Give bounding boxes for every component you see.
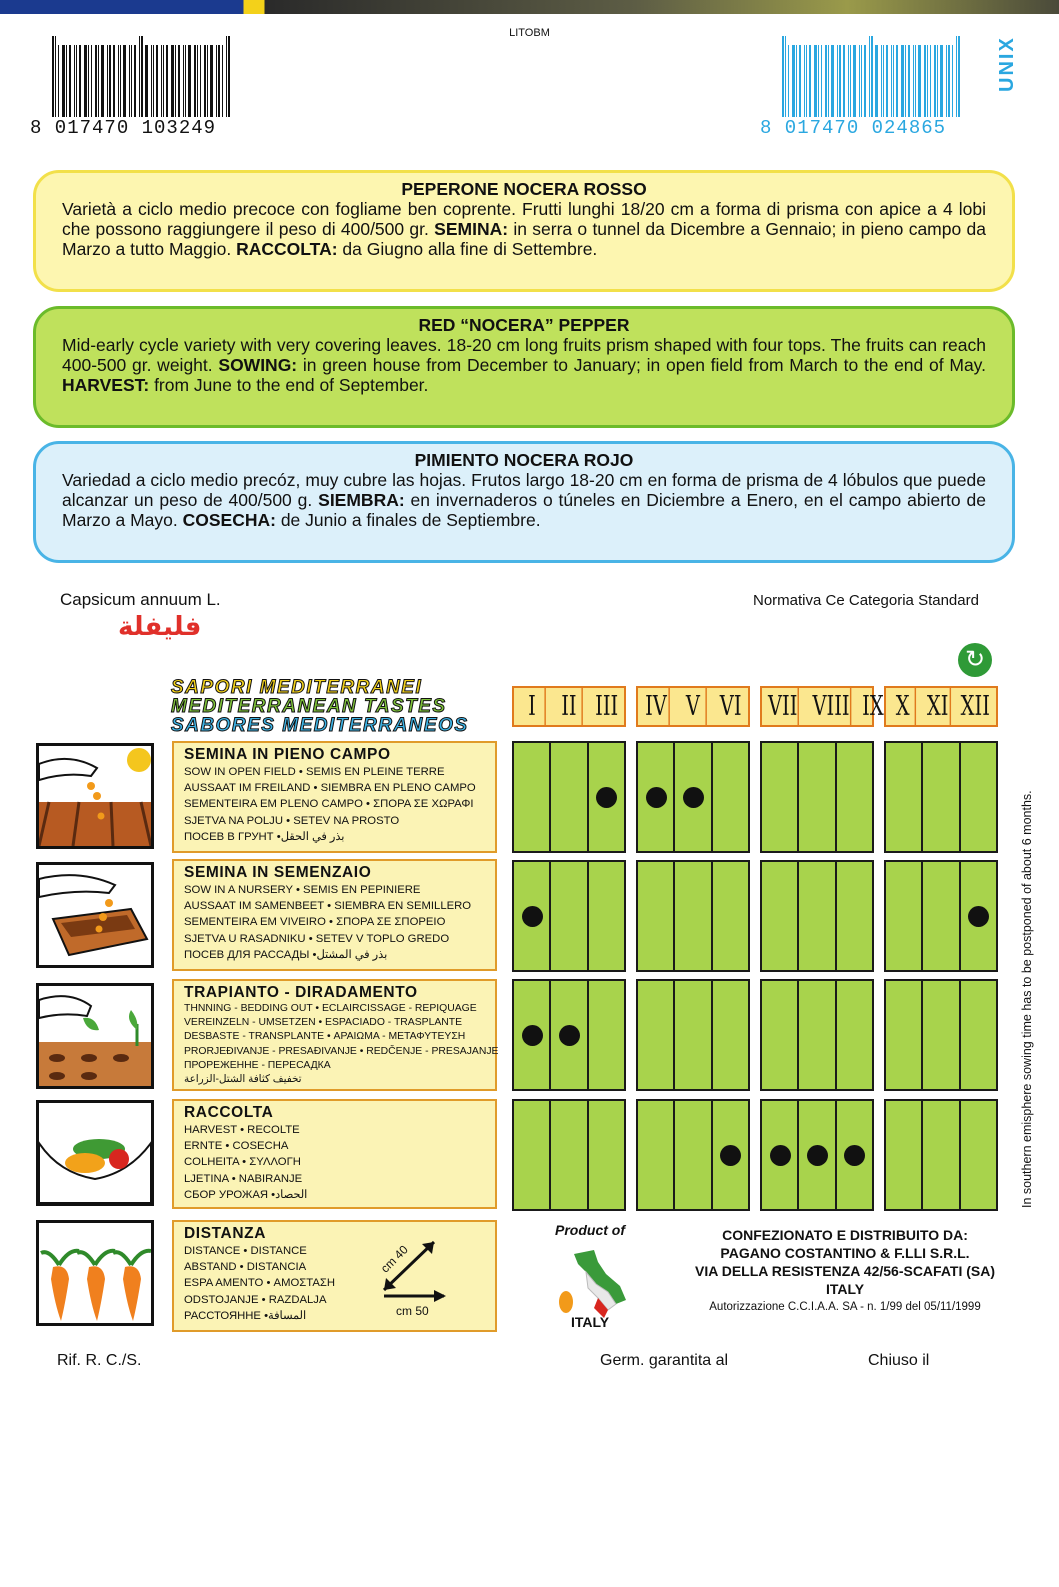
barcode-bar <box>799 45 801 117</box>
barcode-bar <box>859 45 860 117</box>
month-label: I <box>519 688 546 725</box>
calendar-month-column <box>638 1101 675 1209</box>
barcode-bar <box>843 45 845 117</box>
calendar-month-column <box>551 1101 588 1209</box>
calendar-quarter-cell <box>636 741 750 853</box>
calendar-month-column <box>675 862 712 970</box>
barcode-bar <box>796 45 797 117</box>
barcode-bar <box>905 45 906 117</box>
row-heading: SEMINA IN SEMENZAIO <box>184 864 372 881</box>
description-segment: in green house from December to January; in open field from March to the end of May. <box>297 355 986 375</box>
barcode-bar <box>853 45 856 117</box>
description-keyword: SIEMBRA: <box>318 490 405 510</box>
calendar-month-column <box>923 981 960 1089</box>
month-label: IV <box>643 688 670 725</box>
barcode-bar <box>141 36 143 117</box>
barcode-bar <box>145 45 148 117</box>
barcode-bar <box>818 45 819 117</box>
row-line: ПРОРЕЖЕННЕ - ПЕРЕСАДКА <box>184 1059 331 1071</box>
barcode-bar <box>934 45 936 117</box>
description-segment: en invernaderos o túneles en Diciembre a Enero, en el campo abierto de Marzo a Mayo. <box>62 490 986 530</box>
calendar-month-column <box>713 1101 748 1209</box>
description-keyword: HARVEST: <box>62 375 150 395</box>
calendar-quarter-cell <box>636 979 750 1091</box>
description-text <box>62 199 986 259</box>
distance-horizontal-label: cm 50 <box>396 1304 429 1318</box>
row-line: ABSTAND • DISTANCIA <box>184 1261 307 1274</box>
description-english <box>33 306 1015 428</box>
calendar-month-column <box>589 981 624 1089</box>
row-heading: RACCOLTA <box>184 1104 274 1121</box>
barcode-bar <box>95 45 97 117</box>
printer-code: LITOBM <box>509 27 550 39</box>
description-segment: de Junio a finales de Septiembre. <box>275 510 541 530</box>
calendar-quarter-cell <box>760 979 874 1091</box>
barcode-bar <box>118 45 119 117</box>
row-sow-nursery <box>172 859 497 971</box>
barcode-bar <box>228 36 230 117</box>
barcode-bar <box>62 45 65 117</box>
calendar-month-column <box>514 743 551 851</box>
row-line: VEREINZELN - UMSETZEN • ESPACIADO - TRASPLANTE <box>184 1017 463 1029</box>
distance-carrots-icon <box>36 1220 154 1326</box>
brand-line-es: SABORES MEDITERRANEOS <box>171 715 469 736</box>
barcode-bar <box>178 45 180 117</box>
distributor-line: PAGANO COSTANTINO & F.LLI S.R.L. <box>720 1245 970 1261</box>
barcode-number: 8 017470 024865 <box>760 117 947 139</box>
barcode-bars <box>782 45 962 117</box>
barcode-bar <box>809 45 811 117</box>
row-heading: DISTANZA <box>184 1225 267 1242</box>
row-line: THNNING - BEDDING OUT • ECLAIRCISSAGE - REPIQUAGE <box>184 1003 477 1014</box>
barcode-bar <box>200 45 201 117</box>
row-line: LJETINA • NABIRANJE <box>184 1172 303 1185</box>
barcode-bar <box>171 45 174 117</box>
product-of-italy-badge <box>536 1222 644 1332</box>
row-transplant <box>172 979 497 1091</box>
description-italian <box>33 170 1015 292</box>
calendar-quarter-cell <box>636 1099 750 1211</box>
active-month-dot <box>683 787 704 808</box>
month-label: X <box>891 688 916 725</box>
calendar-month-column <box>799 862 836 970</box>
row-line: HARVEST • RECOLTE <box>184 1124 300 1136</box>
description-segment: in serra o tunnel da Dicembre a Gennaio; in pieno campo da Marzo a tutto Maggio. <box>62 219 986 259</box>
barcode-bar <box>66 45 67 117</box>
calendar-month-column <box>589 743 624 851</box>
calendar-month-column <box>762 981 799 1089</box>
barcode-bar <box>901 45 904 117</box>
description-keyword: SOWING: <box>218 355 298 375</box>
month-label: VI <box>719 691 742 722</box>
calendar-quarter-cell <box>884 860 998 972</box>
distributor-line: VIA DELLA RESISTENZA 42/56-SCAFATI (SA) <box>695 1263 995 1279</box>
calendar-month-column <box>799 981 836 1089</box>
calendar-month-column <box>799 1101 836 1209</box>
row-line: SEMENTEIRA EM VIVEIRO • ΣΠΟΡΑ ΣΕ ΣΠΟΡΕΙΟ <box>184 916 446 929</box>
barcode-bar <box>123 45 126 117</box>
row-heading: SEMINA IN PIENO CAMPO <box>184 746 391 763</box>
barcode-bar <box>129 45 130 117</box>
barcode-bar <box>886 45 888 117</box>
barcode-bar <box>207 45 208 117</box>
description-segment: Varietà a ciclo medio precoce con fogliame ben coprente. Frutti lunghi 18/20 cm a forma di prisma con apice a 4 lobi che possono raggiungere il peso di 400/500 gr. <box>62 199 986 239</box>
barcode-bar <box>226 36 227 117</box>
closed-label: Chiuso il <box>868 1352 930 1369</box>
barcode-bar <box>837 45 838 117</box>
calendar-month-column <box>886 862 923 970</box>
barcode-bar <box>804 45 805 117</box>
calendar-month-column <box>961 743 996 851</box>
barcode-bar <box>91 45 92 117</box>
barcode-bar <box>185 45 186 117</box>
barcode-bar <box>197 45 198 117</box>
description-keyword: SEMINA: <box>434 219 509 239</box>
barcode-bar <box>204 45 206 117</box>
arabic-name: فليفلة <box>118 612 202 642</box>
brand-line-it: SAPORI MEDITERRANEI <box>171 677 423 698</box>
barcode-bar <box>930 45 931 117</box>
barcode-2 <box>760 45 962 139</box>
brand-line-en: MEDITERRANEAN TASTES <box>171 696 447 717</box>
description-segment: from June to the end of September. <box>149 375 429 395</box>
barcode-bar <box>161 45 162 117</box>
barcode-bar <box>113 45 115 117</box>
calendar-month-column <box>638 981 675 1089</box>
barcode-bar <box>848 45 849 117</box>
active-month-dot <box>646 787 667 808</box>
calendar-month-column <box>961 862 996 970</box>
barcode-bar <box>875 45 878 117</box>
barcode-bar <box>69 45 71 117</box>
month-label: III <box>594 691 618 722</box>
calendar-month-column <box>638 862 675 970</box>
row-line: AUSSAAT IM SAMENBEET • SIEMBRA EN SEMILLERO <box>184 900 472 913</box>
calendar-month-column <box>551 743 588 851</box>
row-line: ERNTE • COSECHA <box>184 1140 289 1153</box>
barcode-bar <box>58 45 59 117</box>
barcode-bar <box>151 45 152 117</box>
barcode-bar <box>216 45 217 117</box>
row-line: SJETVA U RASADNIKU • SETEV V TOPLO GREDO <box>184 932 450 945</box>
calendar-quarter-cell <box>760 741 874 853</box>
barcode-bar <box>134 45 136 117</box>
latin-name: Capsicum annuum L. <box>60 590 221 609</box>
distance-diagonal-label: cm 40 <box>377 1242 411 1276</box>
barcode-bar <box>927 45 928 117</box>
barcode-bar <box>156 45 158 117</box>
calendar-month-column <box>837 862 872 970</box>
description-keyword: RACCOLTA: <box>236 239 338 259</box>
month-label: IX <box>862 691 885 722</box>
row-line: SOW IN A NURSERY • SEMIS EN PEPINIERE <box>184 884 421 896</box>
barcode-bar <box>194 45 196 117</box>
month-label: II <box>557 688 584 725</box>
barcode-bar <box>218 45 220 117</box>
barcode-bar <box>785 36 786 117</box>
calendar-month-column <box>551 981 588 1089</box>
calendar-quarter-cell <box>760 1099 874 1211</box>
description-segment: da Giugno alla fine di Settembre. <box>337 239 598 259</box>
row-harvest <box>172 1099 497 1209</box>
barcode-bar <box>131 45 132 117</box>
active-month-dot <box>559 1025 580 1046</box>
calendar-quarter-cell <box>512 1099 626 1211</box>
month-group-q4 <box>884 686 998 727</box>
barcode-bar <box>893 45 894 117</box>
calendar-month-column <box>675 1101 712 1209</box>
calendar-quarter-cell <box>512 860 626 972</box>
barcode-bar <box>915 45 916 117</box>
barcode-bar <box>871 36 873 117</box>
row-line: ESPA AMENTO • ΑΜΟΣΤΑΣΗ <box>184 1277 336 1290</box>
calendar-month-column <box>923 743 960 851</box>
description-segment: Variedad a ciclo medio precóz, muy cubre las hojas. Frutos largo 18-20 cm en forma de prisma de 4 lóbulos que puede alcanzar un peso de 400/500 g. <box>62 470 986 510</box>
barcode-bars <box>52 45 232 117</box>
calendar-month-column <box>675 981 712 1089</box>
calendar-month-column <box>762 862 799 970</box>
description-text <box>62 470 986 530</box>
sowing-open-field-icon <box>36 743 154 849</box>
barcode-bar <box>913 45 914 117</box>
row-line: SEMENTEIRA EM PLENO CAMPO • ΣΠΟΡΑ ΣΕ ΧΩΡΑΦΙ <box>184 798 474 811</box>
row-line: DESBASTE - TRANSPLANTE • ΑΡΑΙΩΜΑ - ΜΕΤΑΦΥΤΕΥΣΗ <box>184 1031 466 1043</box>
barcode-bar <box>222 45 223 117</box>
active-month-dot <box>844 1145 865 1166</box>
row-line: PRORJEĐIVANJE - PRESAĐIVANJE • REDČENJE - PRESAJANJE <box>184 1045 499 1057</box>
row-line: تخفيف كثافة الشتل-الزراعة <box>184 1074 302 1086</box>
barcode-bar <box>782 36 784 117</box>
barcode-bar <box>210 45 213 117</box>
barcode-bar <box>183 45 184 117</box>
distributor-line: CONFEZIONATO E DISTRIBUITO DA: <box>722 1227 968 1243</box>
calendar-month-column <box>638 743 675 851</box>
calendar-quarter-cell <box>884 979 998 1091</box>
description-segment: Mid-early cycle variety with very covering leaves. 18-20 cm long fruits prism shaped with four tops. The fruits can reach 400-500 gr. weight. <box>62 335 986 375</box>
row-line: ПОСЕВ В ГРУНТ •بذر في الحقل <box>184 830 345 843</box>
calendar-month-column <box>713 862 748 970</box>
barcode-bar <box>864 45 866 117</box>
row-line: РАССТОЯННЕ •المسافة <box>184 1309 307 1322</box>
calendar-month-column <box>837 1101 872 1209</box>
month-group-q2 <box>636 686 750 727</box>
recycle-icon: ↻ <box>958 643 992 677</box>
calendar-month-column <box>799 743 836 851</box>
barcode-bar <box>940 45 943 117</box>
row-sow-open-field <box>172 741 497 853</box>
barcode-bar <box>52 36 54 117</box>
row-distance <box>172 1220 497 1332</box>
product-of-label: Product of <box>555 1222 625 1238</box>
barcode-bar <box>869 36 870 117</box>
barcode-bar <box>946 45 947 117</box>
barcode-bar <box>120 45 121 117</box>
barcode-bar <box>948 45 950 117</box>
barcode-bar <box>98 45 99 117</box>
barcode-bar <box>792 45 795 117</box>
calendar-month-column <box>961 981 996 1089</box>
row-line: ODSTOJANJE • RAZDALJA <box>184 1293 327 1306</box>
barcode-bar <box>881 45 882 117</box>
calendar-month-column <box>514 1101 551 1209</box>
calendar-quarter-cell <box>636 860 750 972</box>
barcode-number: 8 017470 103249 <box>30 117 217 139</box>
row-line: SOW IN OPEN FIELD • SEMIS EN PLEINE TERRE <box>184 766 445 778</box>
calendar-quarter-cell <box>512 741 626 853</box>
barcode-bar <box>166 45 168 117</box>
month-label: VIII <box>812 688 851 725</box>
active-month-dot <box>522 1025 543 1046</box>
barcode-bar <box>188 45 191 117</box>
italy-label: ITALY <box>570 1314 610 1330</box>
normativa: Normativa Ce Categoria Standard <box>753 592 979 609</box>
barcode-bar <box>79 45 81 117</box>
barcode-bar <box>107 45 108 117</box>
southern-hemisphere-note: In southern emisphere sowing time has to be postponed of about 6 months. <box>1020 790 1034 1208</box>
barcode-bar <box>958 36 960 117</box>
barcode-bar <box>839 45 841 117</box>
reference-label: Rif. R. C./S. <box>57 1352 142 1369</box>
row-line: DISTANCE • DISTANCE <box>184 1245 307 1257</box>
active-month-dot <box>596 787 617 808</box>
barcode-bar <box>850 45 851 117</box>
calendar-month-column <box>886 981 923 1089</box>
barcode-bar <box>896 45 898 117</box>
calendar-month-column <box>837 981 872 1089</box>
calendar-month-column <box>675 743 712 851</box>
calendar-month-column <box>514 981 551 1089</box>
barcode-bar <box>84 45 87 117</box>
active-month-dot <box>770 1145 791 1166</box>
month-group-q1 <box>512 686 626 727</box>
harvest-icon <box>36 1100 154 1206</box>
row-line: СБОР УРОЖАЯ •الحصاد <box>184 1188 308 1201</box>
barcode-bar <box>109 45 111 117</box>
barcode-bar <box>163 45 164 117</box>
barcode-bar <box>814 45 817 117</box>
description-keyword: COSECHA: <box>182 510 276 530</box>
description-text <box>62 335 986 395</box>
calendar-month-column <box>886 743 923 851</box>
barcode-bar <box>918 45 921 117</box>
barcode-bar <box>55 36 56 117</box>
sowing-nursery-icon <box>36 862 154 968</box>
barcode-bar <box>937 45 938 117</box>
month-group-q3 <box>760 686 885 727</box>
active-month-dot <box>807 1145 828 1166</box>
barcode-bar <box>76 45 77 117</box>
row-line: ПОСЕВ ДЛЯ РАССАДЫ •بذر في المشتل <box>184 948 388 961</box>
active-month-dot <box>522 906 543 927</box>
transplant-icon <box>36 983 154 1089</box>
barcode-bar <box>908 45 910 117</box>
description-spanish <box>33 441 1015 563</box>
description-title: PIMIENTO NOCERA ROJO <box>414 450 634 470</box>
barcode-bar <box>956 36 957 117</box>
calendar-quarter-cell <box>512 979 626 1091</box>
description-title: PEPERONE NOCERA ROSSO <box>401 179 647 199</box>
brand-mark-unix: UNIX <box>996 36 1018 92</box>
barcode-bar <box>952 45 953 117</box>
barcode-bar <box>101 45 104 117</box>
distributor-line: ITALY <box>825 1281 865 1297</box>
calendar-month-column <box>514 862 551 970</box>
calendar-month-column <box>713 981 748 1089</box>
calendar-month-column <box>713 743 748 851</box>
barcode-bar <box>139 36 140 117</box>
active-month-dot <box>968 906 989 927</box>
description-title: RED “NOCERA” PEPPER <box>418 315 630 335</box>
barcode-bar <box>88 45 89 117</box>
calendar-month-column <box>837 743 872 851</box>
barcode-bar <box>831 45 834 117</box>
row-line: AUSSAAT IM FREILAND • SIEMBRA EN PLENO CAMPO <box>184 782 476 795</box>
calendar-month-column <box>551 862 588 970</box>
barcode-bar <box>806 45 807 117</box>
barcode-bar <box>825 45 827 117</box>
germination-label: Germ. garantita al <box>600 1352 729 1369</box>
month-label: VII <box>768 688 799 725</box>
row-line: SJETVA NA POLJU • SETEV NA PROSTO <box>184 814 400 827</box>
calendar-quarter-cell <box>884 741 998 853</box>
barcode-bar <box>74 45 75 117</box>
calendar-month-column <box>589 1101 624 1209</box>
month-label: XII <box>961 691 991 722</box>
barcode-bar <box>153 45 154 117</box>
calendar-month-column <box>589 862 624 970</box>
month-label: V <box>681 688 708 725</box>
barcode-bar <box>175 45 176 117</box>
barcode-bar <box>924 45 926 117</box>
barcode-bar <box>883 45 884 117</box>
top-color-strip <box>0 0 1059 14</box>
barcode-1 <box>30 45 232 139</box>
month-label: XI <box>926 688 951 725</box>
calendar-month-column <box>886 1101 923 1209</box>
barcode-bar <box>891 45 892 117</box>
calendar-quarter-cell <box>884 1099 998 1211</box>
calendar-month-column <box>762 743 799 851</box>
active-month-dot <box>720 1145 741 1166</box>
calendar-quarter-cell <box>760 860 874 972</box>
calendar-month-column <box>923 1101 960 1209</box>
row-heading: TRAPIANTO - DIRADAMENTO <box>184 984 418 1001</box>
calendar-month-column <box>762 1101 799 1209</box>
barcode-bar <box>788 45 789 117</box>
distributor-block <box>670 1226 1020 1316</box>
barcode-bar <box>828 45 829 117</box>
barcode-bar <box>821 45 822 117</box>
row-line: COLHEITA • ΣΥΛΛΟΓΗ <box>184 1156 301 1169</box>
barcode-bar <box>861 45 862 117</box>
calendar-month-column <box>961 1101 996 1209</box>
authorization-text: Autorizzazione C.C.I.A.A. SA - n. 1/99 del 05/11/1999 <box>709 1301 981 1313</box>
calendar-month-column <box>923 862 960 970</box>
